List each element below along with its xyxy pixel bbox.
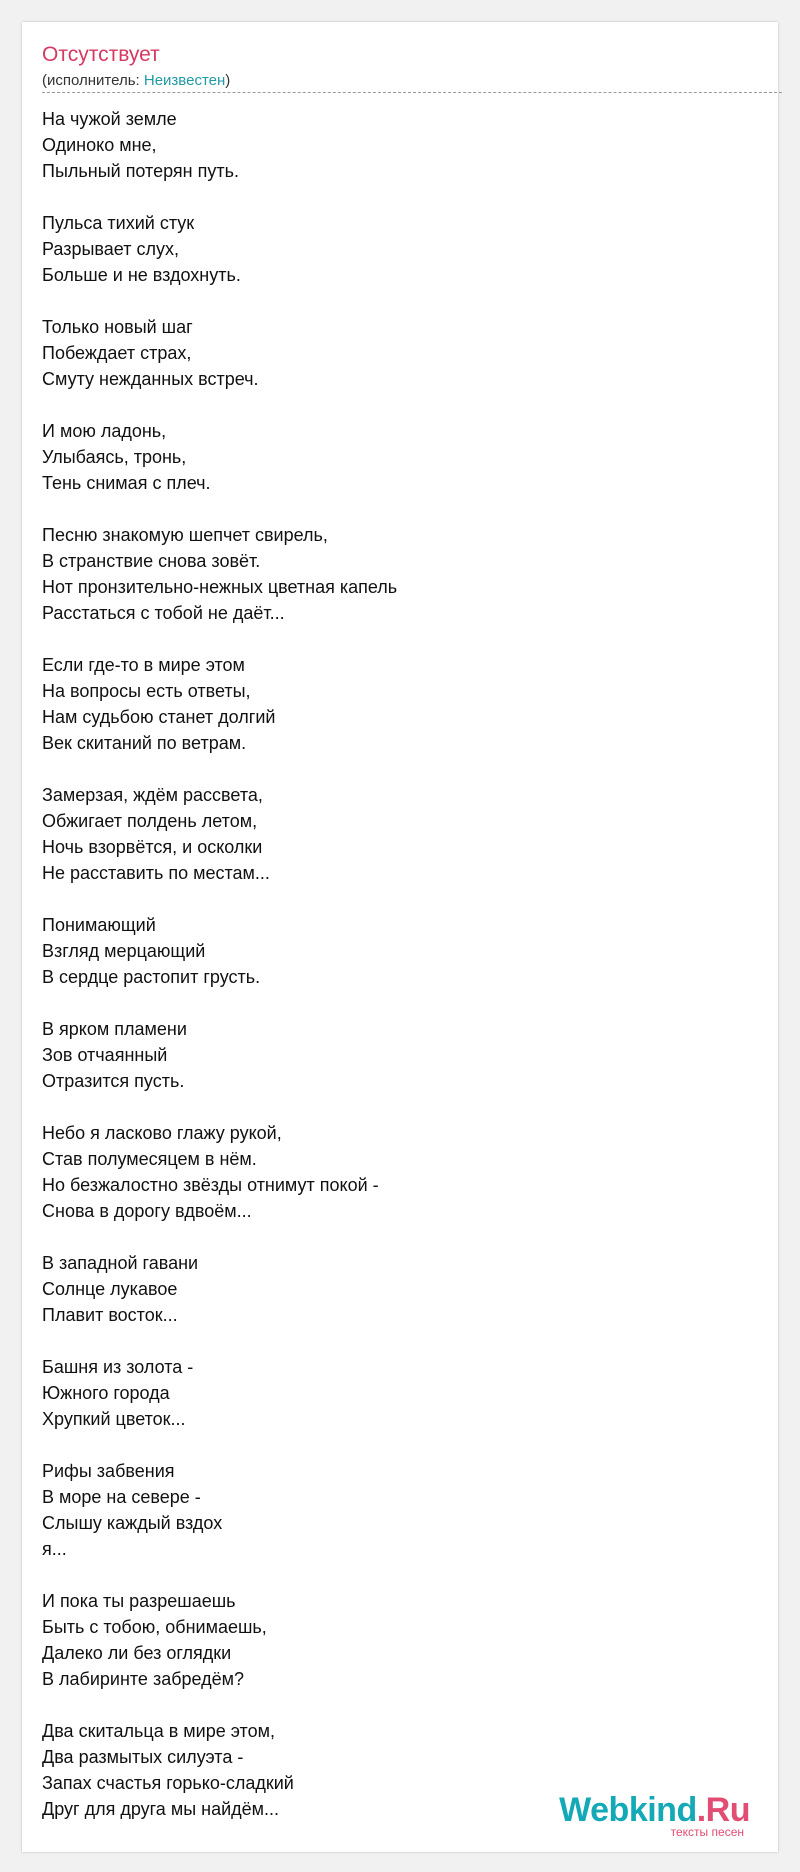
artist-suffix: ) [225, 72, 231, 89]
lyric-line: На вопросы есть ответы, [42, 681, 251, 701]
lyric-line: В западной гавани [42, 1253, 199, 1273]
lyric-line: Песню знакомую шепчет свирель, [42, 525, 328, 545]
lyric-line: Небо я ласково глажу рукой, [42, 1123, 282, 1143]
lyric-line: Пульса тихий стук [42, 213, 195, 233]
artist-prefix: (исполнитель: [42, 72, 144, 89]
artist-link[interactable]: Неизвестен [143, 72, 226, 89]
lyric-line: Ночь взорвётся, и осколки [42, 837, 263, 857]
stanza [42, 1016, 762, 1094]
stanza [42, 1588, 762, 1692]
lyrics-body [42, 106, 762, 1848]
stanza [42, 782, 762, 886]
lyric-line: Снова в дорогу вдвоём... [42, 1201, 252, 1221]
stanza [42, 210, 762, 288]
stanza [42, 522, 762, 626]
lyric-line: Но безжалостно звёзды отнимут покой - [42, 1175, 379, 1195]
logo-wordmark [559, 1792, 750, 1828]
lyric-line: Плавит восток... [42, 1305, 178, 1325]
lyric-line: Рифы забвения [42, 1461, 175, 1481]
stanza [42, 418, 762, 496]
lyric-line: Зов отчаянный [42, 1045, 168, 1065]
lyric-line: Южного города [42, 1383, 170, 1403]
lyric-line: Тень снимая с плеч. [42, 473, 211, 493]
lyric-line: На чужой земле [42, 109, 177, 129]
lyric-line: В сердце растопит грусть. [42, 967, 261, 987]
lyric-line: Улыбаясь, тронь, [42, 447, 187, 467]
lyric-line: Только новый шаг [42, 317, 193, 337]
lyric-line: В море на севере - [42, 1487, 201, 1507]
webkind-logo[interactable] [559, 1792, 750, 1838]
logo-name: Webkind [559, 1791, 697, 1829]
lyric-line: Побеждает страх, [42, 343, 192, 363]
lyric-line: Смуту нежданных встреч. [42, 369, 259, 389]
artist-line [42, 72, 230, 90]
lyric-line: Став полумесяцем в нём. [42, 1149, 257, 1169]
lyric-line: Далеко ли без оглядки [42, 1643, 232, 1663]
lyric-line: Замерзая, ждём рассвета, [42, 785, 263, 805]
lyric-line: Если где-то в мире этом [42, 655, 245, 675]
stanza [42, 912, 762, 990]
lyric-line: Нот пронзительно-нежных цветная капель [42, 577, 398, 597]
logo-tagline: тексты песен [670, 1825, 744, 1839]
stanza [42, 314, 762, 392]
lyric-line: Понимающий [42, 915, 156, 935]
lyric-line: И пока ты разрешаешь [42, 1591, 236, 1611]
title-divider [42, 92, 782, 93]
lyric-line: В ярком пламени [42, 1019, 187, 1039]
stanza [42, 1120, 762, 1224]
lyric-line: Нам судьбою станет долгий [42, 707, 276, 727]
lyric-line: Взгляд мерцающий [42, 941, 206, 961]
lyric-line: Быть с тобою, обнимаешь, [42, 1617, 267, 1637]
lyric-line: Слышу каждый вздох [42, 1513, 223, 1533]
lyric-line: И мою ладонь, [42, 421, 167, 441]
stanza [42, 1354, 762, 1432]
lyric-line: Пыльный потерян путь. [42, 161, 239, 181]
lyric-line: Солнце лукавое [42, 1279, 178, 1299]
lyrics-card [22, 22, 778, 1852]
lyric-line: Два размытых силуэта - [42, 1747, 244, 1767]
logo-tld: .Ru [696, 1791, 750, 1829]
lyric-line: В лабиринте забредём? [42, 1669, 245, 1689]
lyric-line: Век скитаний по ветрам. [42, 733, 247, 753]
lyric-line: Башня из золота - [42, 1357, 194, 1377]
lyric-line: Запах счастья горько-сладкий [42, 1773, 294, 1793]
lyric-line: Отразится пусть. [42, 1071, 185, 1091]
lyric-line: Два скитальца в мире этом, [42, 1721, 275, 1741]
lyric-line: Расстаться с тобой не даёт... [42, 603, 285, 623]
lyric-line: Обжигает полдень летом, [42, 811, 258, 831]
lyric-line: Больше и не вздохнуть. [42, 265, 241, 285]
lyric-line: Хрупкий цветок... [42, 1409, 186, 1429]
lyric-line: Разрывает слух, [42, 239, 179, 259]
lyric-line: Не расставить по местам... [42, 863, 270, 883]
stanza [42, 652, 762, 756]
lyric-line: Одиноко мне, [42, 135, 157, 155]
stanza [42, 1458, 762, 1562]
stanza [42, 1250, 762, 1328]
lyric-line: В странствие снова зовёт. [42, 551, 261, 571]
song-title: Отсутствует [42, 43, 160, 66]
lyric-line: Друг для друга мы найдём... [42, 1799, 280, 1819]
lyric-line: я... [42, 1539, 67, 1559]
stanza [42, 106, 762, 184]
